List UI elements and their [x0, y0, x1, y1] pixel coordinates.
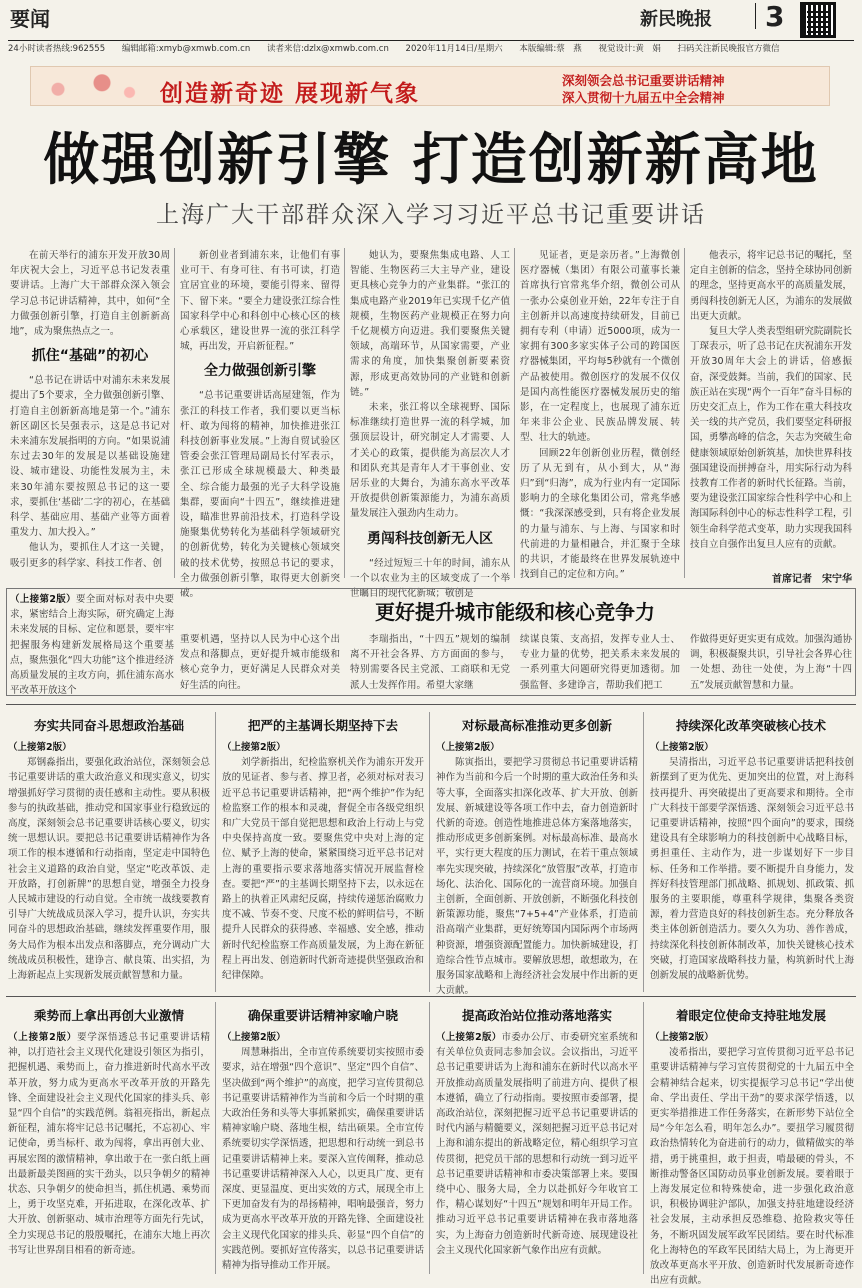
article-column — [8, 740, 210, 990]
visual-design: 视觉设计:黄 娟 — [598, 44, 661, 54]
paragraph: 见证者，更是亲历者。”上海微创医疗器械（集团）有限公司董事长兼首席执行官常兆华介绍，微创公司从一张办公桌创业开始，22年专注于自主创新并以高速度持续研发，目前已拥有专利（申请）近5000项，成为一家拥有300多家实体子公司的跨国医疗器械集团，平均每5秒就有一个微创产品被使用。微创医疗的发展不仅仅是国内高性能医疗器械发展历史的缩影，在一定程度上，也展现了浦东近年来非公企业、民族品牌发展、转型、壮大的轨迹。 — [520, 250, 680, 444]
article-column — [650, 740, 854, 990]
masthead — [0, 0, 862, 40]
column-divider — [429, 712, 430, 992]
continued-tag: （上接第2版） — [10, 594, 76, 605]
article-headline: 夯实共同奋斗思想政治基础 — [33, 718, 184, 733]
column-divider — [643, 712, 644, 992]
article-column — [180, 632, 340, 692]
page-editor: 本版编辑:蔡 燕 — [519, 44, 582, 54]
paragraph: 她认为，要聚焦集成电路、人工智能、生物医药三大主导产业，建设更具核心竞争力的产业集群。“张江的集成电路产业2019年已实现千亿产值规模，生物医药产业规模正在努力向千亿规模方向迈进。我们要聚焦关键领域，高端环节，从国家需要，产业需求的角度，加快集聚创新要素资源，形成更高效协同的产业链和创新链。” — [350, 250, 510, 398]
paragraph: “总书记重要讲话高屋建瓴，作为张江的科技工作者，我们要以更当标杆、敢为闯将的精神，加快推进张江科技创新事业发展。”上海自贸试验区管委会张江管理局副局长付军表示，张江已形成全球规模最大、种类最全、综合能力最强的光子大科学设施集群，要面向“十四五”，继续推进建设，瞄准世界前沿技术，打造科学设施聚集优势转化为基础科学领域研究的创新优势，转化为关键核心领域突破的技术优势，按照总书记的要求，全力做强创新引擎，取得更大创新突破。 — [180, 390, 340, 600]
paragraph: 他表示，将牢记总书记的嘱托，坚定自主创新的信念，坚持全球协同创新的理念，坚持更高水平的高质量发展，勇闯科技创新无人区，为浦东的发展做出更大贡献。 — [690, 250, 852, 322]
article-headline: 对标最高标准推动更多创新 — [461, 718, 612, 733]
continued-tag: （上接第2版） — [222, 742, 286, 753]
article-headline: 持续深化改革突破核心技术 — [675, 718, 826, 733]
article-headline: 着眼定位使命支持驻地发展 — [675, 1008, 826, 1023]
paragraph: 未来，张江将以全球视野、国际标准继续打造世界一流的科学城，加强顶层设计，研究制定人才需要、人才关心的政策，提供能为高层次人才和团队充其是青年人才干事创业、安居乐业的大舞台，为浦东高水平改革开放提供创新策源能力，为浦东高质量发展注入强劲内生动力。 — [350, 402, 510, 520]
divider — [6, 704, 856, 705]
paragraph: 要全面对标对表中央要求，紧密结合上海实际，研究确定上海未来发展的目标、定位和愿景，要牢牢把握服务构建新发展格局这个重要基点，聚焦强化“四大功能”这个推进经济高质量发展的主攻方向，抓住浦东高水平改革开放这个 — [10, 594, 174, 697]
column-divider — [684, 248, 685, 578]
continued-tag: （上接第2版） — [222, 1032, 286, 1043]
paragraph: 刘学新指出，纪检监察机关作为浦东开发开放的见证者、参与者、撑卫者，必须对标对表习近平总书记重要讲话精神，把“两个维护”作为纪检监察工作的根本和灵魂，督促全市各级党组织和广大党员干部自觉把思想和政治上行动上与党中央保持高度一致。要聚焦党中央对上海的定位、赋予上海的使命，紧紧围绕习近平总书记对上海的重要指示要求落地落实情况开展监督检查。要把“严”的主基调长期坚持下去，以永远在路上的执着正风肃纪反腐，持续传递惩治腐败力度不减、节奏不变、尺度不松的鲜明信号，不断提升人民群众的获得感、幸福感、安全感，推动新时代纪检监察工作高质量发展，为上海在新征程上再出发、创造新时代新奇迹提供坚强政治和纪律保障。 — [222, 757, 424, 982]
continued-tag: （上接第2版） — [650, 742, 714, 753]
banner-decoration — [36, 70, 146, 102]
article-column — [10, 248, 170, 588]
newspaper-logo: 新民晚报 — [640, 9, 712, 30]
article-column — [10, 592, 174, 697]
paragraph: 市委办公厅、市委研究室系统和有关单位负责同志参加会议。会议指出，习近平总书记重要讲话为上海和浦东在新时代以高水平开放推动高质量发展指明了前进方向、提供了根本遵循，确立了行动指南。要按照市委部署，提高政治站位，深刻把握习近平总书记重要讲话的时代内涵与精髓要义，深刻把握习近平总书记对上海和浦东提出的新战略定位，精心组织学习宣传贯彻，把党员干部的思想和行动统一到习近平总书记重要讲话精神和市委决策部署上来。要围绕中心、服务大局，全力以赴抓好今年收官工作，精心谋划好“十四五”规划和明年开局工作。推动习近平总书记重要讲话精神在我市落地落实，为上海奋力创造新时代新奇迹、展现建设社会主义现代化国家新气象作出应有贡献。 — [436, 1032, 638, 1256]
article-column — [690, 248, 852, 570]
article-headline: 更好提升城市能级和核心竞争力 — [375, 600, 655, 624]
editor-email[interactable]: 编辑邮箱:xmyb@xmwb.com.cn — [121, 44, 251, 54]
continued-tag: （上接第2版） — [650, 1032, 714, 1043]
divider — [755, 3, 756, 29]
sub-headline: 上海广大干部群众深入学习习近平总书记重要讲话 — [156, 202, 706, 228]
article-headline: 把严的主基调长期坚持下去 — [247, 718, 398, 733]
article-column — [222, 1030, 424, 1274]
paragraph: 新创业者到浦东来，让他们有事业可干、有身可往、有书可读，打造宜居宜业的环境，要能引得来、留得下、留下来。“要全力建设张江综合性国家科学中心和科创中心核心区的核心承载区，建设世界一流的张江科学城，再出发，开启新征程。” — [180, 250, 340, 353]
article-column — [650, 1030, 854, 1287]
paragraph: 他认为，要抓住人才这一关键，吸引更多的科学家、科技工作者、创 — [10, 542, 170, 569]
column-divider — [514, 248, 515, 578]
issue-date: 2020年11月14日/星期六 — [405, 44, 503, 54]
paragraph: 周慧琳指出，全市宣传系统要切实按照市委要求，站在增强“四个意识”、坚定“四个自信”、坚决做到“两个维护”的高度，把学习宣传贯彻总书记重要讲话精神作为当前和今后一个时期的重大政治任务和头等大事抓紧抓实，确保重要讲话精神家喻户晓、落地生根，结出硕果。全市宣传系统要切实学深悟透，把思想和行动统一到总书记重要讲话精神上来。要深入宣传阐释，推动总书记重要讲话精神深入人心，以更具广度、更有深度、更显温度、更出实效的方式，展现全市上下更加奋发有为的昂扬精神，唱响最强音，努力成为更高水平改革开放的开路先锋、全面建设社会主义现代化国家的排头兵、彰显“四个自信”的实践范例。要抓好宣传落实，以总书记重要讲话精神为指导推动工作开展。 — [222, 1047, 424, 1272]
article-column — [520, 248, 680, 588]
article-column — [350, 632, 510, 692]
info-bar — [8, 40, 854, 54]
article-column — [8, 1030, 210, 1274]
qr-hint: 扫码关注新民晚报官方微信 — [677, 44, 780, 54]
continued-tag: （上接第2版） — [8, 742, 72, 753]
article-column — [520, 632, 680, 692]
main-headline: 做强创新引擎 打造创新新高地 — [43, 128, 819, 193]
column-divider — [643, 1002, 644, 1274]
paragraph: 陈寅指出，要把学习贯彻总书记重要讲话精神作为当前和今后一个时期的重大政治任务和头等大事，全面落实扣深化改革、扩大开放、创新发展、新城建设等各项工作中去，奋力创造新时代新的奇迹。创造性地推进总体方案落地落实，推动形成更多创新案例。对标最高标准、最高水平，实行更大程度的压力测试，在若干重点领域率先实现突破，持续深化“放管服”改革，打造市场化、法治化、国际化的一流营商环境。加强自主创新，全面创新、开放创新，不断强化科技创新策源功能，聚焦“7+5+4”产业体系，打造前沿高端产业集群，更好统筹国内国际两个市场两种资源，增强资源配置能力。加快新城建设，打造综合性节点城市。要解放思想，敢想敢为，在服务国家战略和上海经济社会发展中作出新的更大贡献。 — [436, 757, 638, 997]
section-heading: 全力做强创新引擎 — [204, 363, 316, 380]
column-divider — [215, 712, 216, 992]
article-column — [690, 632, 852, 692]
paragraph: 回顾22年创新创业历程，微创经历了从无到有，从小到大，从“海归”到“归海”，成为行业内有一定国际影响力的全球化集团公司，常兆华感慨：“我深深感受到，只有将企业发展的力量与浦东、与上海、与国家和时代前进的力量相融合，并汇聚于全球的共识，才能最终在世界发展轨迹中找到自己的定位和方向。” — [520, 447, 680, 581]
hotline: 24小时读者热线:962555 — [8, 44, 106, 54]
divider — [6, 996, 856, 997]
paragraph: 凌希指出，要把学习宣传贯彻习近平总书记重要讲话精神与学习宣传贯彻党的十九届五中全会精神结合起来，切实提振学习总书记“学出使命、学出责任、学出干劲”的要求深学悟透，以更实举措推进工作任务落实，在新形势下站位全局“今年怎么看，明年怎么办”。要扭学习履贯彻政治热情转化为奋进前行的动力，做精做实的举措，勇于挑重担，敢于担责，啃最硬的骨头，不断推动警备区国防动员事业创新发展。要着眼于上海发展定位和特殊使命，进一步强化政治意识，积极协调驻沪部队，加强支持驻地建设经济社会发展，主动承担反恐维稳、抢险救灾等任务，不断巩固发展军政军民团结。要在时代标准化上海特色的军政军民团结大局上，为上海更开放改革更高水平开放、创造新时代发展新奇迹作出应有贡献。 — [650, 1047, 854, 1287]
banner-subtitle: 深刻领会总书记重要讲话精神 — [562, 73, 725, 88]
continued-tag: （上接第2版） — [8, 1032, 78, 1043]
continued-tag: （上接第2版） — [436, 1032, 502, 1043]
column-divider — [429, 1002, 430, 1274]
section-title: 要闻 — [10, 7, 50, 31]
paragraph: “总书记在讲话中对浦东未来发展提出了5个要求，全力做强创新引擎、打造自主创新新高地是第一个。”浦东新区副区长吴强表示，这是总书记对未来浦东发展指明的方向。“如果说浦东过去30年的发展是以基础设施建设、城市建设、功能性发展为主，未来30年浦东要按照总书记的这一要求，要抓住‘基础’二字的初心，在基础科学、基础应用、基础产业等方面着重发力、加大投入。” — [10, 375, 170, 539]
column-divider — [344, 248, 345, 578]
paragraph: 在前天举行的浦东开发开放30周年庆祝大会上，习近平总书记发表重要讲话。上海广大干部群众深入领会学习总书记讲话精神，其中，如何“全力做强创新引擎，打造自主创新新高地”，成为聚焦热点之一。 — [10, 250, 170, 338]
article-headline: 提高政治站位推动落地落实 — [461, 1008, 612, 1023]
reader-email[interactable]: 读者来信:dzlx@xmwb.com.cn — [266, 44, 389, 54]
banner-slogan: 创造新奇迹 展现新气象 — [160, 80, 421, 107]
paragraph: 续谋良策、支高招，发挥专业人士、专业力量的优势，把关系未来发展的一系列重大问题研究得更加透彻。加强监督、多建诤言，帮助我们把工 — [520, 634, 680, 691]
article-column — [350, 248, 510, 600]
column-divider — [215, 1002, 216, 1274]
column-divider — [174, 248, 175, 578]
article-column — [436, 740, 638, 997]
continued-tag: （上接第2版） — [436, 742, 500, 753]
section-heading: 勇闯科技创新无人区 — [367, 530, 493, 547]
paragraph: 要学深悟透总书记重要讲话精神，以打造社会主义现代化建设引领区为指引，把握机遇、乘势而上，奋力推进新时代高水平改革开放，努力成为更高水平改革开放的开路先锋、全面建设社会主义现代化国家的排头兵、彰显“四个自信”的实践范例。翁祖亮指出，新起点新征程，浦东将牢记总书记嘱托，不忘初心、牢记使命，勇当标杆、敢为闯将，拿出再创大业、再展宏图的激情精神，拿出敢于在一张白纸上画出最新最美图画的实干劲头，以只争朝夕的精神状态、只争朝夕的使命担当，抓住机遇、乘势而上，勇于攻坚克难，开拓进取，在深化改革、扩大开放、创新驱动、城市治理等方面先行先试，全力实现总书记的殷殷嘱托，在浦东大地上再次书写让世界刮目相看的新奇迹。 — [8, 1032, 210, 1256]
paragraph: 郑钢淼指出，要强化政治站位，深刻领会总书记重要讲话的重大政治意义和现实意义，切实增强抓好学习贯彻的责任感和主动性。要从积极参与的执政基础，推动党和国家事业行稳致远的高度，深刻领会总书记重要讲话核心要义，切实统一思想认识。要把总书记重要讲话精神作为各项工作的根本遵循和行动指南，坚定走中国特色社会主义道路的政治自觉，坚定“吃改革饭、走开放路，打创新牌”的思想自觉，增强全力投身人民城市建设的行动自觉。全市统一战线要教育引导广大统战成员深入学习，提升认识，夯实共同奋斗的思想政治基础，继续发挥重要作用，服务大局作为根本出发点和落脚点，充分调动广大统战成员积极性，建诤言、献良策、出实招，为上海新起点上实现新发展贡献智慧和力量。 — [8, 757, 210, 982]
section-heading: 抓住“基础”的初心 — [31, 348, 149, 365]
article-column — [180, 248, 340, 600]
paragraph: 李瑞指出，“十四五”规划的编制离不开社会各界、方方面面的参与，特别需要各民主党派、工商联和无党派人士发挥作用。希望大家继 — [350, 634, 510, 691]
paragraph: 作做得更好更实更有成效。加强沟通协调，积极凝聚共识，引导社会各界心往一处想、劲往一处使，为上海“十四五”发展贡献智慧和力量。 — [690, 634, 852, 691]
article-column — [222, 740, 424, 990]
article-headline: 乘势而上拿出再创大业激情 — [33, 1008, 184, 1023]
paragraph: 吴清指出，习近平总书记重要讲话把科技创新摆到了更为优先、更加突出的位置，对上海科技再提升、再突破提出了更高要求和期待。全市广大科技干部要学深悟透、深刻领会习近平总书记重要讲话精神，按照“四个面向”的要求，围绕建设具有全球影响力的科技创新中心战略目标，勇担重任、主动作为，进一步谋划好下一步目标、任务和工作举措。要不断提升自身能力，发挥好科技管理部门抓战略、抓规划、抓政策、抓服务的主要职能，尊重科学规律，集聚各类资源，着力营造良好的科技创新生态。充分释放各类主体创新创造活力。要久久为功、善作善成，持续深化科技创新体制改革，加快关键核心技术突破，打造国家战略科技力量，构筑新时代上海创新发展的战略新优势。 — [650, 757, 854, 982]
paragraph: 复旦大学人类表型组研究院副院长丁琛表示，听了总书记在庆祝浦东开发开放30周年大会上的讲话，倍感振奋，深受鼓舞。当前，我们的国家、民族正站在实现“两个一百年”奋斗目标的历史交汇点上，作为工作在重大科技攻关一线的共产党员，我们要坚定科研报国，勇攀高峰的信念，矢志为突破生命健康领域原始创新筑基，加快世界科技强国建设而拼搏奋斗，用实际行动为科技教育工作者的新时代长征路。当前，要为建设张江国家综合性科学中心和上海国际科创中心的标志性科学工程，引领生命科学范式变革，助力实现我国科技自立自强作出复旦人应有的贡献。 — [690, 326, 852, 550]
article-column — [436, 1030, 638, 1274]
article-headline: 确保重要讲话精神家喻户晓 — [247, 1008, 398, 1023]
page-number: 3 — [765, 0, 785, 33]
paragraph: 重要机遇，坚持以人民为中心这个出发点和落脚点，更好提升城市能级和核心竞争力，更好满足人民群众对美好生活的向往。 — [180, 634, 340, 691]
byline: 首席记者 宋宁华 — [772, 574, 852, 585]
paragraph: “经过短短三十年的时间，浦东从一个以农业为主的区域变成了一个举世瞩目的现代化新城；敬创是 — [350, 557, 510, 600]
qr-code-icon[interactable] — [800, 2, 836, 38]
banner-subtitle: 深入贯彻十九届五中全会精神 — [562, 90, 725, 105]
